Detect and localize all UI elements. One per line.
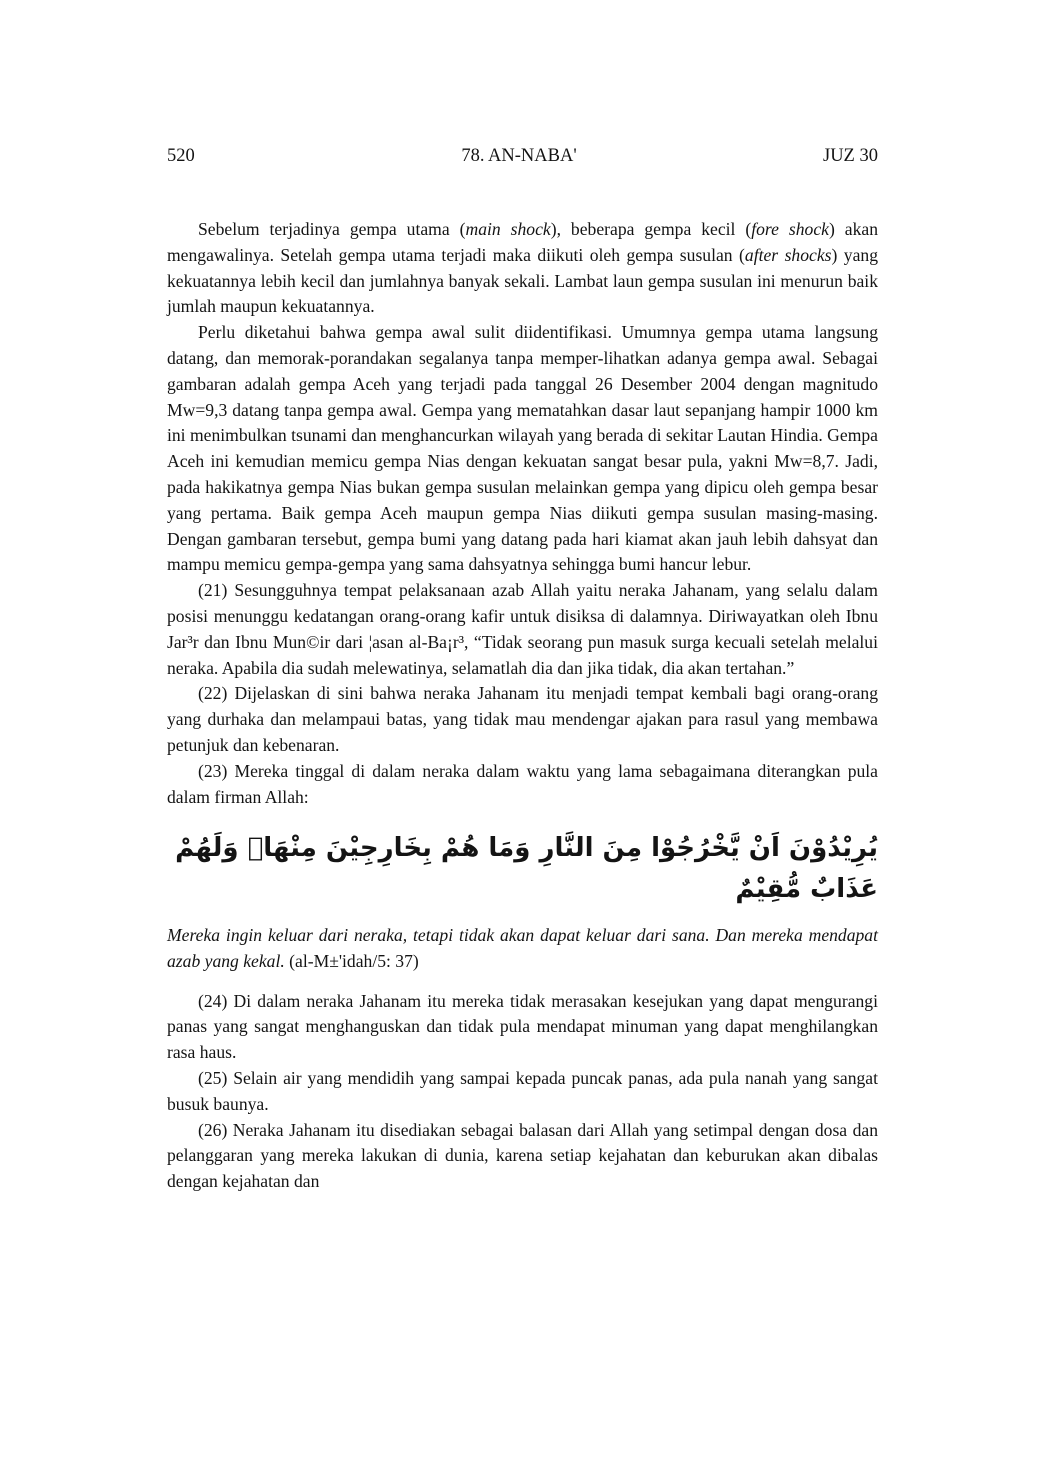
paragraph-gempa-intro [167,217,878,320]
paragraph-ayat-22 [167,681,878,758]
text-run: (al-M±'idah/5: 37) [289,950,419,971]
text-run: ), beberapa gempa kecil ( [550,219,752,239]
text-run: (23) Mereka tinggal di dalam neraka dalam waktu yang lama sebagaimana diterangkan pula dalam firman Allah: [167,760,878,807]
text-run: Sebelum terjadinya gempa utama ( [198,219,466,239]
text-run: (24) Di dalam neraka Jahanam itu mereka tidak merasakan kesejukan yang dapat mengurangi panas yang sangat menghanguskan dan tidak pula mendapat minuman yang dapat menghilangkan rasa haus. [167,990,878,1063]
text-run: (21) Sesungguhnya tempat pelaksanaan azab Allah yaitu neraka Jahanam, yang selalu dalam posisi menunggu kedatangan orang-orang kafir untuk disiksa di dalamnya. Diriwayatkan oleh Ibnu Jar³r dan Ibnu Mun©ir dari ¦asan al-Ba¡r³, “Tidak seorang pun masuk surga kecuali setelah melalui neraka. Apabila dia sudah melewatinya, selamatlah dia dan jika tidak, dia akan tertahan.” [167,580,878,678]
paragraph-ayat-25 [167,1066,878,1118]
text-run: (26) Neraka Jahanam itu disediakan sebagai balasan dari Allah yang setimpal dengan dosa dan pelanggaran yang mereka lakukan di dunia, karena setiap kejahatan dan keburukan akan dibalas dengan kejahatan dan [167,1119,878,1192]
text-run: Perlu diketahui bahwa gempa awal sulit diidentifikasi. Umumnya gempa utama langsung datang, dan memorak-porandakan segalanya tanpa memper-lihatkan adanya gempa awal. Sebagai gambaran adalah gempa Aceh yang terjadi pada tanggal 26 Desember 2004 dengan magnitudo Mw=9,3 datang tanpa gempa awal. Gempa yang mematahkan dasar laut sepanjang hampir 1000 km ini menimbulkan tsunami dan menghancurkan wilayah yang berada di sekitar Lautan Hindia. Gempa Aceh ini kemudian memicu gempa Nias dengan kekuatan sangat besar pula, yakni Mw=8,7. Jadi, pada hakikatnya gempa Nias bukan gempa susulan melainkan gempa yang dipicu oleh gempa besar yang pertama. Baik gempa Aceh maupun gempa Nias diikuti gempa susulan masing-masing. Dengan gambaran tersebut, gempa bumi yang datang pada hari kiamat akan jauh lebih dahsyat dan mampu memicu gempa-gempa yang sama dahsyatnya sehingga bumi hancur lebur. [167,322,878,575]
paragraph-ayat-23 [167,759,878,811]
page-number: 520 [167,146,195,166]
arabic-verse [167,828,878,909]
paragraph-gempa-aceh [167,320,878,578]
verse-translation [167,923,878,975]
text-run: (22) Dijelaskan di sini bahwa neraka Jahanam itu menjadi tempat kembali bagi orang-orang yang durhaka dan melampaui batas, yang tidak mau mendengar ajakan para rasul yang membawa petunjuk dan kebenaran. [167,683,878,755]
paragraph-ayat-21 [167,578,878,681]
text-run: يُرِيْدُوْنَ اَنْ يَّخْرُجُوْا مِنَ النَّارِ وَمَا هُمْ بِخَارِجِيْنَ مِنْهَاۖ وَلَهُمْ عَذَابٌ مُّقِيْمٌ [175,833,878,904]
body-text [167,217,878,1195]
paragraph-ayat-26 [167,1118,878,1195]
surah-title: 78. AN-NABA' [461,146,577,166]
juz-label: JUZ 30 [823,146,878,166]
italic-text: after shocks [744,244,832,265]
italic-text: main shock [465,219,551,239]
italic-text: Mereka ingin keluar dari neraka, tetapi tidak akan dapat keluar dari sana. Dan mereka mendapat azab yang kekal. [167,924,878,971]
paragraph-ayat-24 [167,989,878,1066]
text-run: ) yang kekuatannya lebih kecil dan jumlahnya banyak sekali. Lambat laun gempa susulan ini menurun baik jumlah maupun kekuatannya. [167,244,878,317]
text-run: ) akan mengawalinya. Setelah gempa utama terjadi maka diikuti oleh gempa susulan ( [167,219,878,265]
text-run: (25) Selain air yang mendidih yang sampai kepada puncak panas, ada pula nanah yang sangat busuk baunya. [167,1067,878,1114]
italic-text: fore shock [751,219,829,239]
page-header [167,146,878,167]
